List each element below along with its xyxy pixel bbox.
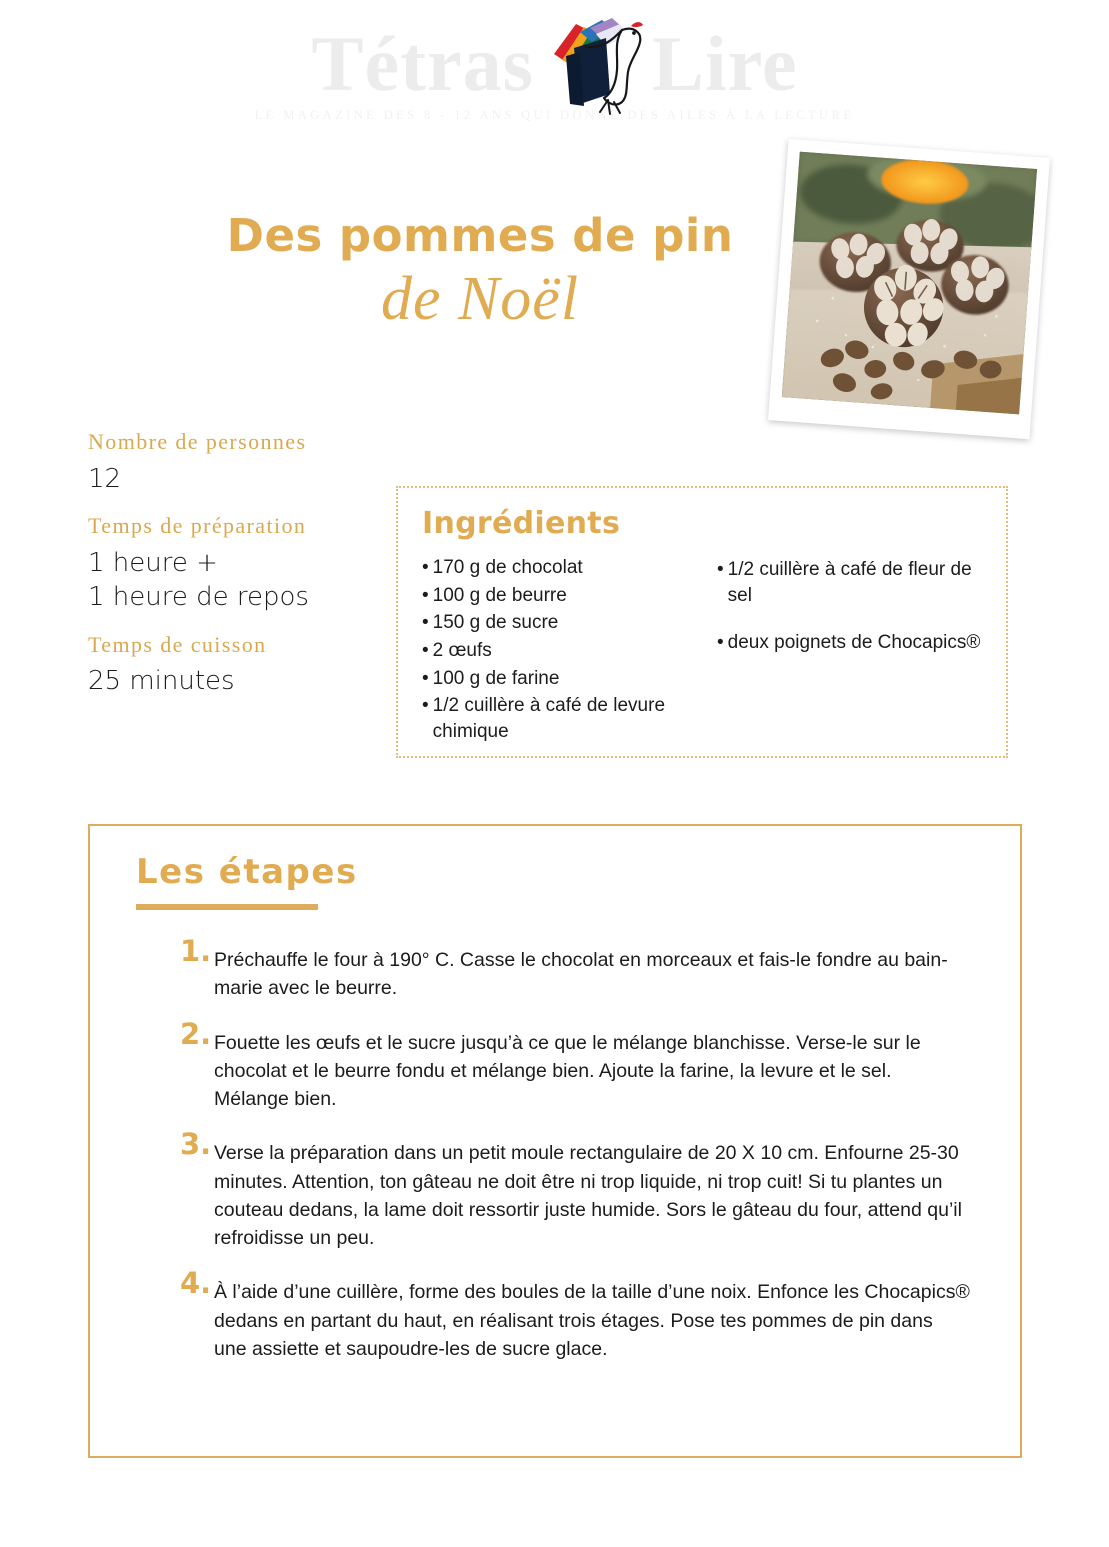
list-item (422, 610, 687, 636)
steps-list (134, 934, 980, 1363)
ingredient-text: 100 g de beurre (432, 584, 567, 606)
ingredients-columns (422, 555, 982, 746)
bullet-icon: • (422, 612, 429, 634)
list-item (134, 1266, 980, 1363)
list-item (422, 555, 687, 581)
steps-title: Les étapes (136, 852, 358, 892)
list-item (422, 693, 687, 744)
recipe-title (150, 209, 810, 334)
servings-label: Nombre de personnes (88, 429, 307, 454)
step-text: À l’aide d’une cuillère, forme des boules de la taille d’une noix. Enfonce les Chocapics® dedans en partant du haut, en réalisant trois étages. Pose tes pommes de pin dans une assiette et saupoudre-les de sucre glace. (214, 1281, 970, 1360)
list-item (134, 1127, 980, 1252)
masthead (0, 18, 1109, 148)
ingredient-text: 170 g de chocolat (432, 557, 583, 578)
masthead-tagline: LE MAGAZINE DES 8 - 12 ANS QUI DONNE DES AILES À LA LECTURE (254, 108, 855, 122)
bullet-icon: • (422, 557, 429, 578)
recipe-title-line-2: de Noël (380, 265, 580, 334)
ingredient-text: 2 œufs (432, 639, 492, 661)
brand-word-left: Tétras (311, 20, 535, 107)
recipe-title-line-1: Des pommes de pin (226, 209, 734, 262)
list-item (422, 666, 687, 692)
cook-time-value: 25 minutes (88, 666, 235, 697)
prep-time-value (88, 546, 388, 615)
step-number: 4. (180, 1266, 212, 1301)
step-text: Verse la préparation dans un petit moule rectangulaire de 20 X 10 cm. Enfourne 25-30 minutes. Attention, ton gâteau ne doit être ni trop liquide, ni trop cuit! Si tu plantes un couteau dedans, la lame doit ressortir juste humide. Sors le gâteau du four, attend qu’il refroidisse un peu. (214, 1142, 962, 1250)
list-item (717, 630, 982, 656)
servings-value: 12 (88, 463, 122, 494)
prep-time-line-1: 1 heure + (88, 547, 218, 578)
ingredient-text: 150 g de sucre (432, 612, 559, 634)
bullet-icon: • (422, 584, 429, 606)
steps-panel (88, 824, 1022, 1458)
brand-word-right: Lire (652, 20, 798, 107)
bullet-icon: • (717, 632, 724, 654)
ingredient-text: 1/2 cuillère à café de levure chimique (432, 695, 666, 742)
steps-title-underline (136, 904, 318, 910)
list-item (422, 638, 687, 664)
recipe-meta-column (88, 428, 388, 715)
list-item (134, 1016, 980, 1114)
recipe-photo (782, 152, 1037, 415)
ingredient-text: deux poignets de Chocapics® (727, 632, 981, 654)
bullet-icon: • (717, 559, 724, 580)
list-item (717, 557, 982, 608)
prep-time-line-2: 1 heure de repos (88, 582, 309, 613)
cook-time-label: Temps de cuisson (88, 631, 267, 657)
ingredients-column-right (717, 555, 982, 746)
ingredient-text: 100 g de farine (432, 667, 560, 689)
step-text: Fouette les œufs et le sucre jusqu’à ce que le mélange blanchisse. Verse-le sur le chocolat et le beurre fondu et mélange bien. Ajoute la farine, la levure et le sel. Mélange bien. (214, 1031, 921, 1111)
step-text: Préchauffe le four à 190° C. Casse le chocolat en morceaux et fais-le fondre au bain-marie avec le beurre. (214, 949, 948, 1000)
step-number: 3. (180, 1127, 212, 1162)
bullet-icon: • (422, 695, 429, 717)
masthead-logo-row (311, 18, 797, 110)
prep-time-label: Temps de préparation (88, 513, 307, 539)
ingredient-text: 1/2 cuillère à café de fleur de sel (727, 559, 972, 606)
recipe-photo-frame (768, 139, 1050, 439)
list-item (134, 934, 980, 1003)
list-item (422, 583, 687, 609)
step-number: 2. (180, 1016, 212, 1051)
ingredients-column-left (422, 555, 687, 746)
bullet-icon: • (422, 639, 429, 661)
step-number: 1. (180, 934, 212, 968)
bullet-icon: • (422, 667, 429, 689)
grouse-bird-with-book-logo-icon (536, 8, 654, 120)
ingredients-panel (396, 486, 1008, 758)
ingredients-title: Ingrédients (422, 506, 621, 541)
